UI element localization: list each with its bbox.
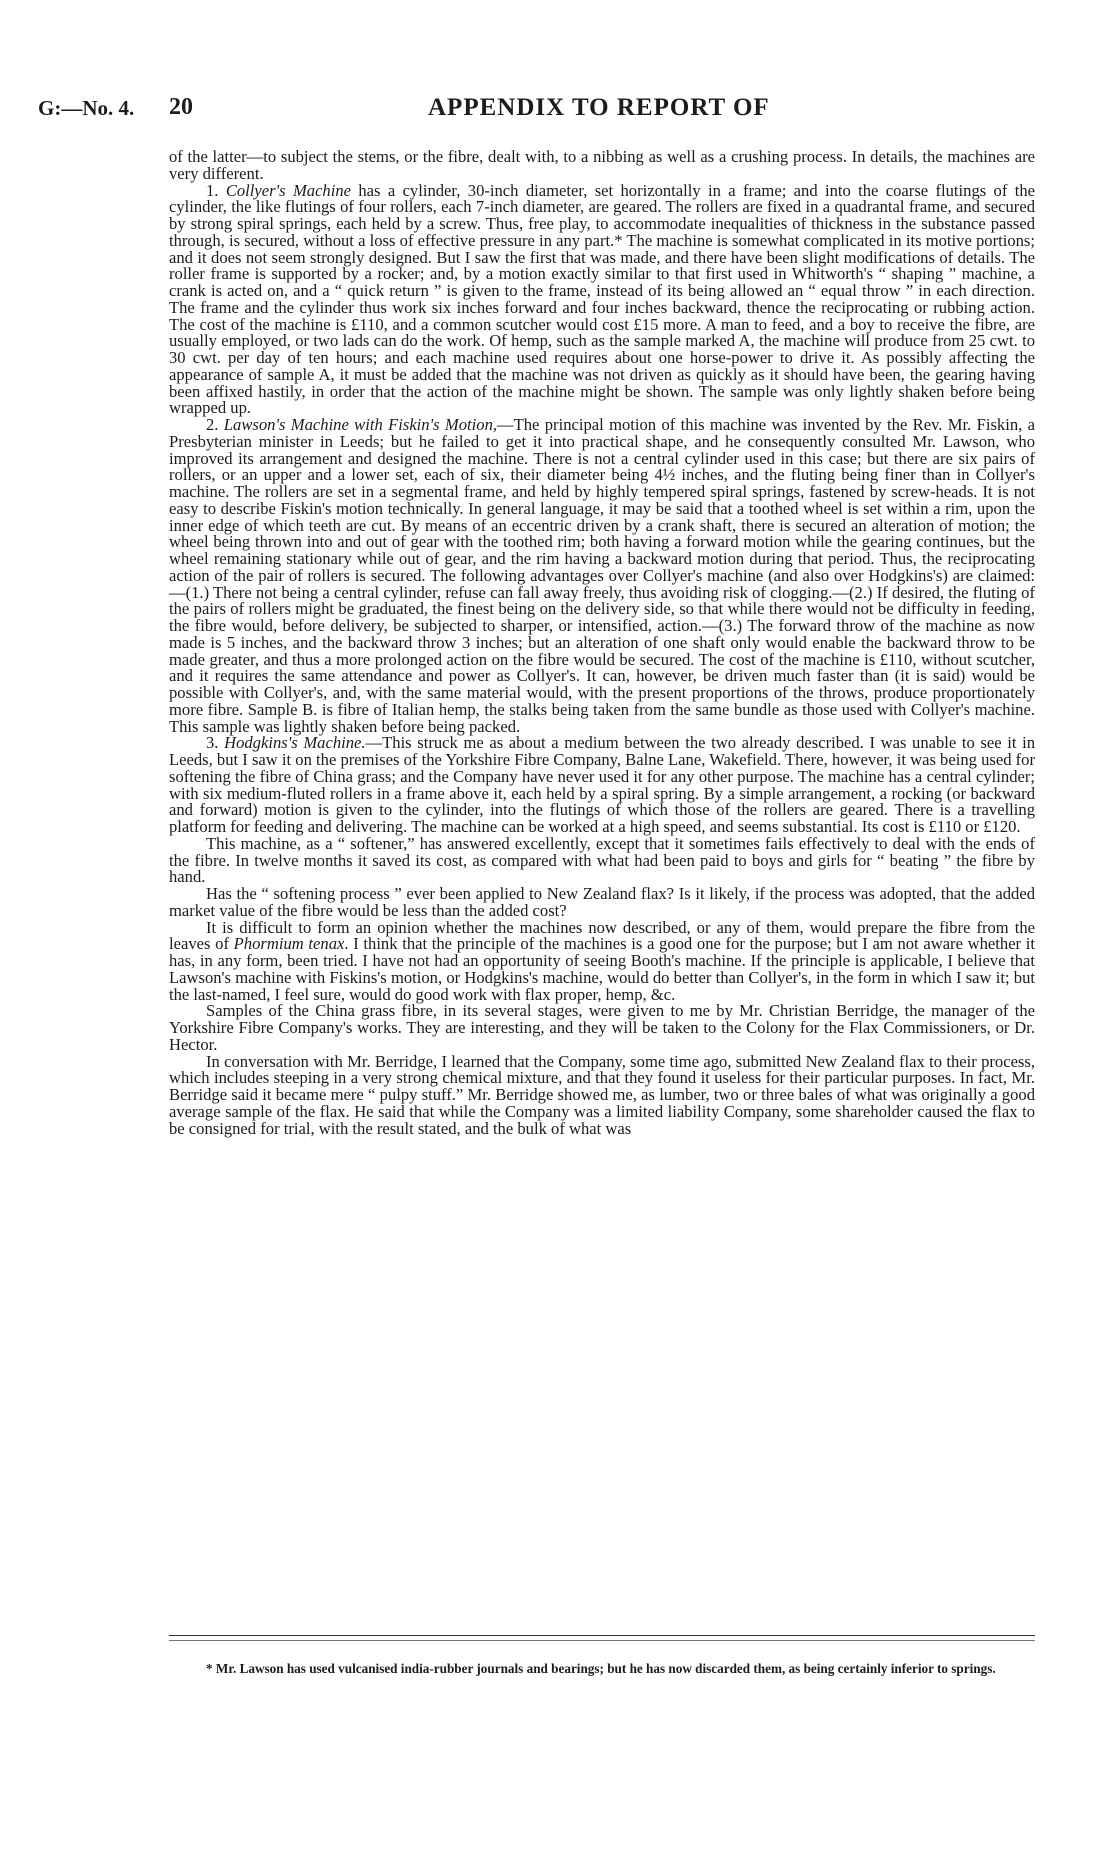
footnote-divider bbox=[169, 1635, 1035, 1636]
paragraph-lawsons-machine bbox=[169, 417, 1035, 735]
document-reference: G:—No. 4. bbox=[38, 96, 135, 120]
species-name: Phormium tenax bbox=[233, 934, 345, 954]
paragraph-softener: This machine, as a “ softener,” has answered excellently, except that it sometimes fails effectively to deal with the ends of the fibre. In twelve months it saved its cost, as compared with what had been paid to boys and girls for “ beating ” the fibre by hand. bbox=[169, 833, 1035, 887]
paragraph-text: —This struck me as about a medium between the two already described. I was unable to see it in Leeds, but I saw it on the premises of the Yorkshire Fibre Company, Balne Lane, Wakefield. There, however, it was being used for softening the fibre of China grass; and the Company have never used it for any other purpose. The machine has a central cylinder; with six medium-fluted rollers in a frame above it, each held by a spiral spring. By a simple arrangement, a rocking (or backward and forward) motion is given to the cylinder, into the flutings of which those of the rollers are geared. There is a travelling platform for feeding and delivering. The machine can be worked at a high speed, and seems substantial. Its cost is £110 or £120. bbox=[169, 733, 1035, 836]
machine-name: Collyer's Machine bbox=[225, 180, 352, 200]
item-number: 2. bbox=[206, 415, 219, 434]
paragraph-text: It is difficult to form an opinion whether the machines now described, or any of them, would prepare the fibre from the leaves of bbox=[169, 917, 1035, 954]
paragraph-text: . I think that the principle of the machines is a good one for the purpose; but I am not aware whether it has, in any form, been tried. I have not had an opportunity of seeing Booth's machine. If the principle is applicable, I believe that Lawson's machine with Fiskins's motion, or Hodgkins's machine, would do better than Collyer's, in the form in which I saw it; but the last-named, I feel sure, would do good work with flax proper, hemp, &c. bbox=[169, 934, 1035, 1004]
paragraph-hodgkins-machine bbox=[169, 735, 1035, 836]
running-header bbox=[0, 94, 1114, 128]
page-number: 20 bbox=[169, 94, 193, 120]
paragraph-question: Has the “ softening process ” ever been applied to New Zealand flax? Is it likely, if the process was adopted, that the added market value of the fibre would be less than the added cost? bbox=[169, 884, 1035, 920]
body-text bbox=[169, 149, 1035, 1137]
item-number: 1. bbox=[206, 180, 219, 200]
footnote-divider-secondary bbox=[169, 1640, 1035, 1641]
paragraph-conversation: In conversation with Mr. Berridge, I learned that the Company, some time ago, submitted New Zealand flax to their process, which includes steeping in a very strong chemical mixture, and that they found it useless for their particular purposes. In fact, Mr. Berridge said it became mere “ pulpy stuff.” Mr. Berridge showed me, as lumber, two or three bales of what was originally a good average sample of the flax. He said that while the Company was a limited liability Company, some shareholder caused the flax to be consigned for trial, with the result stated, and the bulk of what was bbox=[169, 1051, 1035, 1138]
footnote: * Mr. Lawson has used vulcanised india-rubber journals and bearings; but he has now discarded them, as being certainly inferior to springs. bbox=[206, 1661, 996, 1676]
machine-name: Lawson's Machine with Fiskin's Motion, bbox=[223, 415, 498, 434]
running-title: APPENDIX TO REPORT OF bbox=[428, 94, 770, 121]
paragraph-collyers-machine bbox=[169, 180, 1036, 418]
paragraph-samples: Samples of the China grass fibre, in its several stages, were given to me by Mr. Christian Berridge, the manager of the Yorkshire Fibre Company's works. They are interesting, and they will be taken to the Colony for the Flax Commissioners, or Dr. Hector. bbox=[169, 1001, 1035, 1054]
paragraph-text: has a cylinder, 30-inch diameter, set horizontally in a frame; and into the coarse flutings of the cylinder, the like flutings of four rollers, each 7-inch diameter, are geared. The rollers are fixed in a quadrantal frame, and secured by strong spiral springs, each held by a screw. Thus, free play, to accommodate inequalities of thickness in the substance passed through, is secured, without a loss of effective pressure in any part.* The machine is somewhat complicated in its motive portions; and it does not seem strongly designed. But I saw the first that was made, and there have been slight modifications of details. The roller frame is supported by a rocker; and, by a motion exactly similar to that first used in Whitworth's “ shaping ” machine, a crank is acted on, and a “ quick return ” is given to the frame, instead of its being allowed an “ equal throw ” in each direction. The frame and the cylinder thus work six inches forward and four inches backward, thence the reciprocating or rubbing action. The cost of the machine is £110, and a common scutcher would cost £15 more. A man to feed, and a boy to receive the fibre, are usually employed, or two lads can do the work. Of hemp, such as the sample marked A, the machine will produce from 25 cwt. to 30 cwt. per day of ten hours; and each machine used requires about one horse-power to drive it. As possibly affecting the appearance of sample A, it must be added that the machine was not driven as quickly as it should have been, the gearing having been affixed hastily, in order that the action of the machine might be shown. The sample was only lightly shaken before being wrapped up. bbox=[169, 180, 1036, 418]
paragraph-text: —The principal motion of this machine was invented by the Rev. Mr. Fiskin, a Presbyterian minister in Leeds; but he failed to get it into practical shape, and he consequently consulted Mr. Lawson, who improved its arrangement and designed the machine. There is not a central cylinder used in this case; but there are six pairs of rollers, or an upper and a lower set, each of six, their diameter being 4½ inches, and the fluting being finer than in Collyer's machine. The rollers are set in a segmental frame, and held by highly tempered spiral springs, fastened by screw-heads. It is not easy to describe Fiskin's motion technically. In general language, it may be said that a toothed wheel is set within a rim, upon the inner edge of which teeth are cut. By means of an eccentric driven by a crank shaft, there is secured an alteration of motion; the wheel being thrown into and out of gear with the toothed rim; both having a forward motion while the gearing continues, but the wheel remaining stationary while out of gear, and the rim having a backward motion during that period. Thus, the reciprocating action of the pair of rollers is secured. The following advantages over Collyer's machine (and also over Hodgkins's) are claimed:—(1.) There not being a central cylinder, refuse can fall away freely, thus avoiding risk of clogging.—(2.) If desired, the fluting of the pairs of rollers might be graduated, the finest being on the delivery side, so that while there would not be difficulty in feeding, the fibre would, before delivery, be subjected to sharper, or intensified, action.—(3.) The forward throw of the machine as now made is 5 inches, and the backward throw 3 inches; but an alteration of one shaft only would enable the backward throw to be made greater, and thus a more prolonged action on the fibre would be secured. The cost of the machine is £110, without scutcher, and it requires the same attendance and power as Collyer's. It can, however, be driven much faster than (it is said) would be possible with Collyer's, and, with the same material would, with the present proportions of the throws, produce proportionately more fibre. Sample B. is fibre of Italian hemp, the stalks being taken from the same bundle as those used with Collyer's machine. This sample was lightly shaken before being packed. bbox=[169, 415, 1035, 736]
machine-name: Hodgkins's Machine. bbox=[224, 733, 366, 753]
paragraph-opinion bbox=[169, 917, 1035, 1004]
paragraph-continuation: of the latter—to subject the stems, or the fibre, dealt with, to a nibbing as well as a crushing process. In details, the machines are very different. bbox=[169, 147, 1035, 183]
item-number: 3. bbox=[206, 733, 219, 753]
